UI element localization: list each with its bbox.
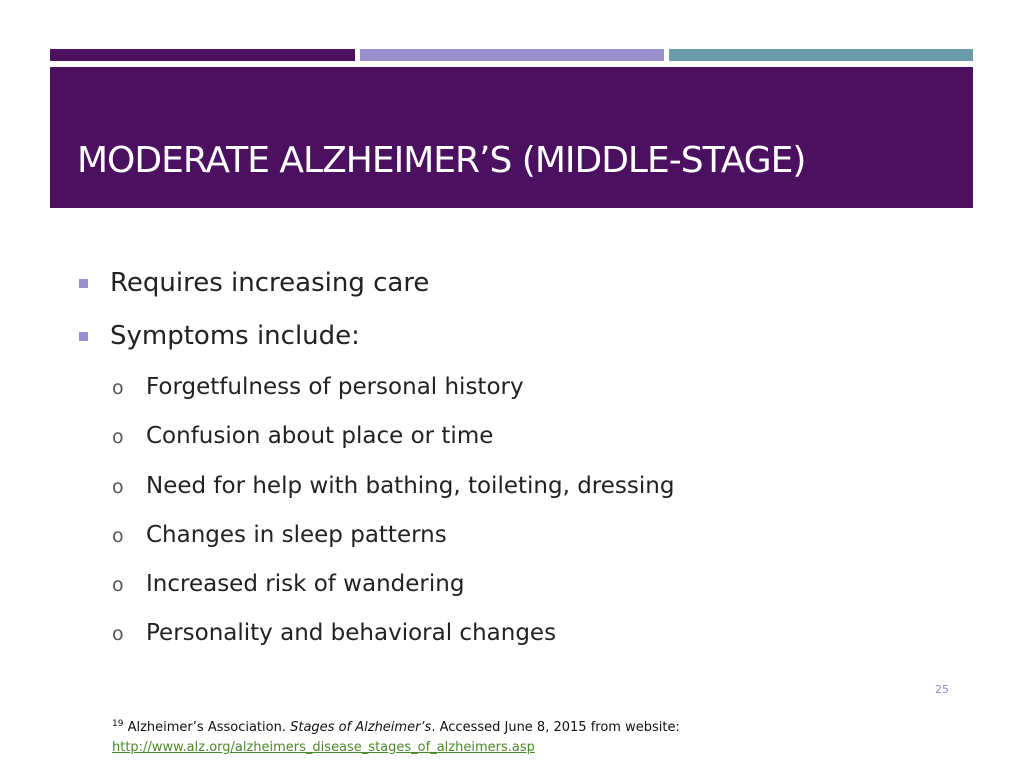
sub-bullet-text: Increased risk of wandering: [146, 571, 465, 597]
footnote-citation: [112, 714, 680, 738]
sub-bullet-text: Changes in sleep patterns: [146, 522, 447, 548]
footnote-number: 19: [112, 719, 124, 729]
sub-bullet-text: Need for help with bathing, toileting, dressing: [146, 473, 675, 499]
circle-bullet-icon: o: [112, 623, 124, 645]
square-bullet-icon: [79, 279, 88, 288]
footnote: [112, 714, 680, 758]
page-number: 25: [935, 683, 949, 696]
slide-title: MODERATE ALZHEIMER’S (MIDDLE-STAGE): [77, 140, 806, 181]
circle-bullet-icon: o: [112, 574, 124, 596]
circle-bullet-icon: o: [112, 476, 124, 498]
bullet-text: Symptoms include:: [110, 321, 360, 351]
footnote-work-title: Stages of Alzheimer’s: [290, 720, 432, 735]
footnote-accessed: . Accessed June 8, 2015 from website:: [431, 720, 680, 735]
sub-bullet-text: Confusion about place or time: [146, 423, 494, 449]
footnote-link[interactable]: http://www.alz.org/alzheimers_disease_stages_of_alzheimers.asp: [112, 740, 535, 755]
sub-bullet-text: Forgetfulness of personal history: [146, 374, 524, 400]
bullet-text: Requires increasing care: [110, 268, 430, 298]
square-bullet-icon: [79, 332, 88, 341]
circle-bullet-icon: o: [112, 426, 124, 448]
circle-bullet-icon: o: [112, 525, 124, 547]
circle-bullet-icon: o: [112, 377, 124, 399]
footnote-source: Alzheimer’s Association.: [127, 720, 286, 735]
sub-bullet-text: Personality and behavioral changes: [146, 620, 557, 646]
